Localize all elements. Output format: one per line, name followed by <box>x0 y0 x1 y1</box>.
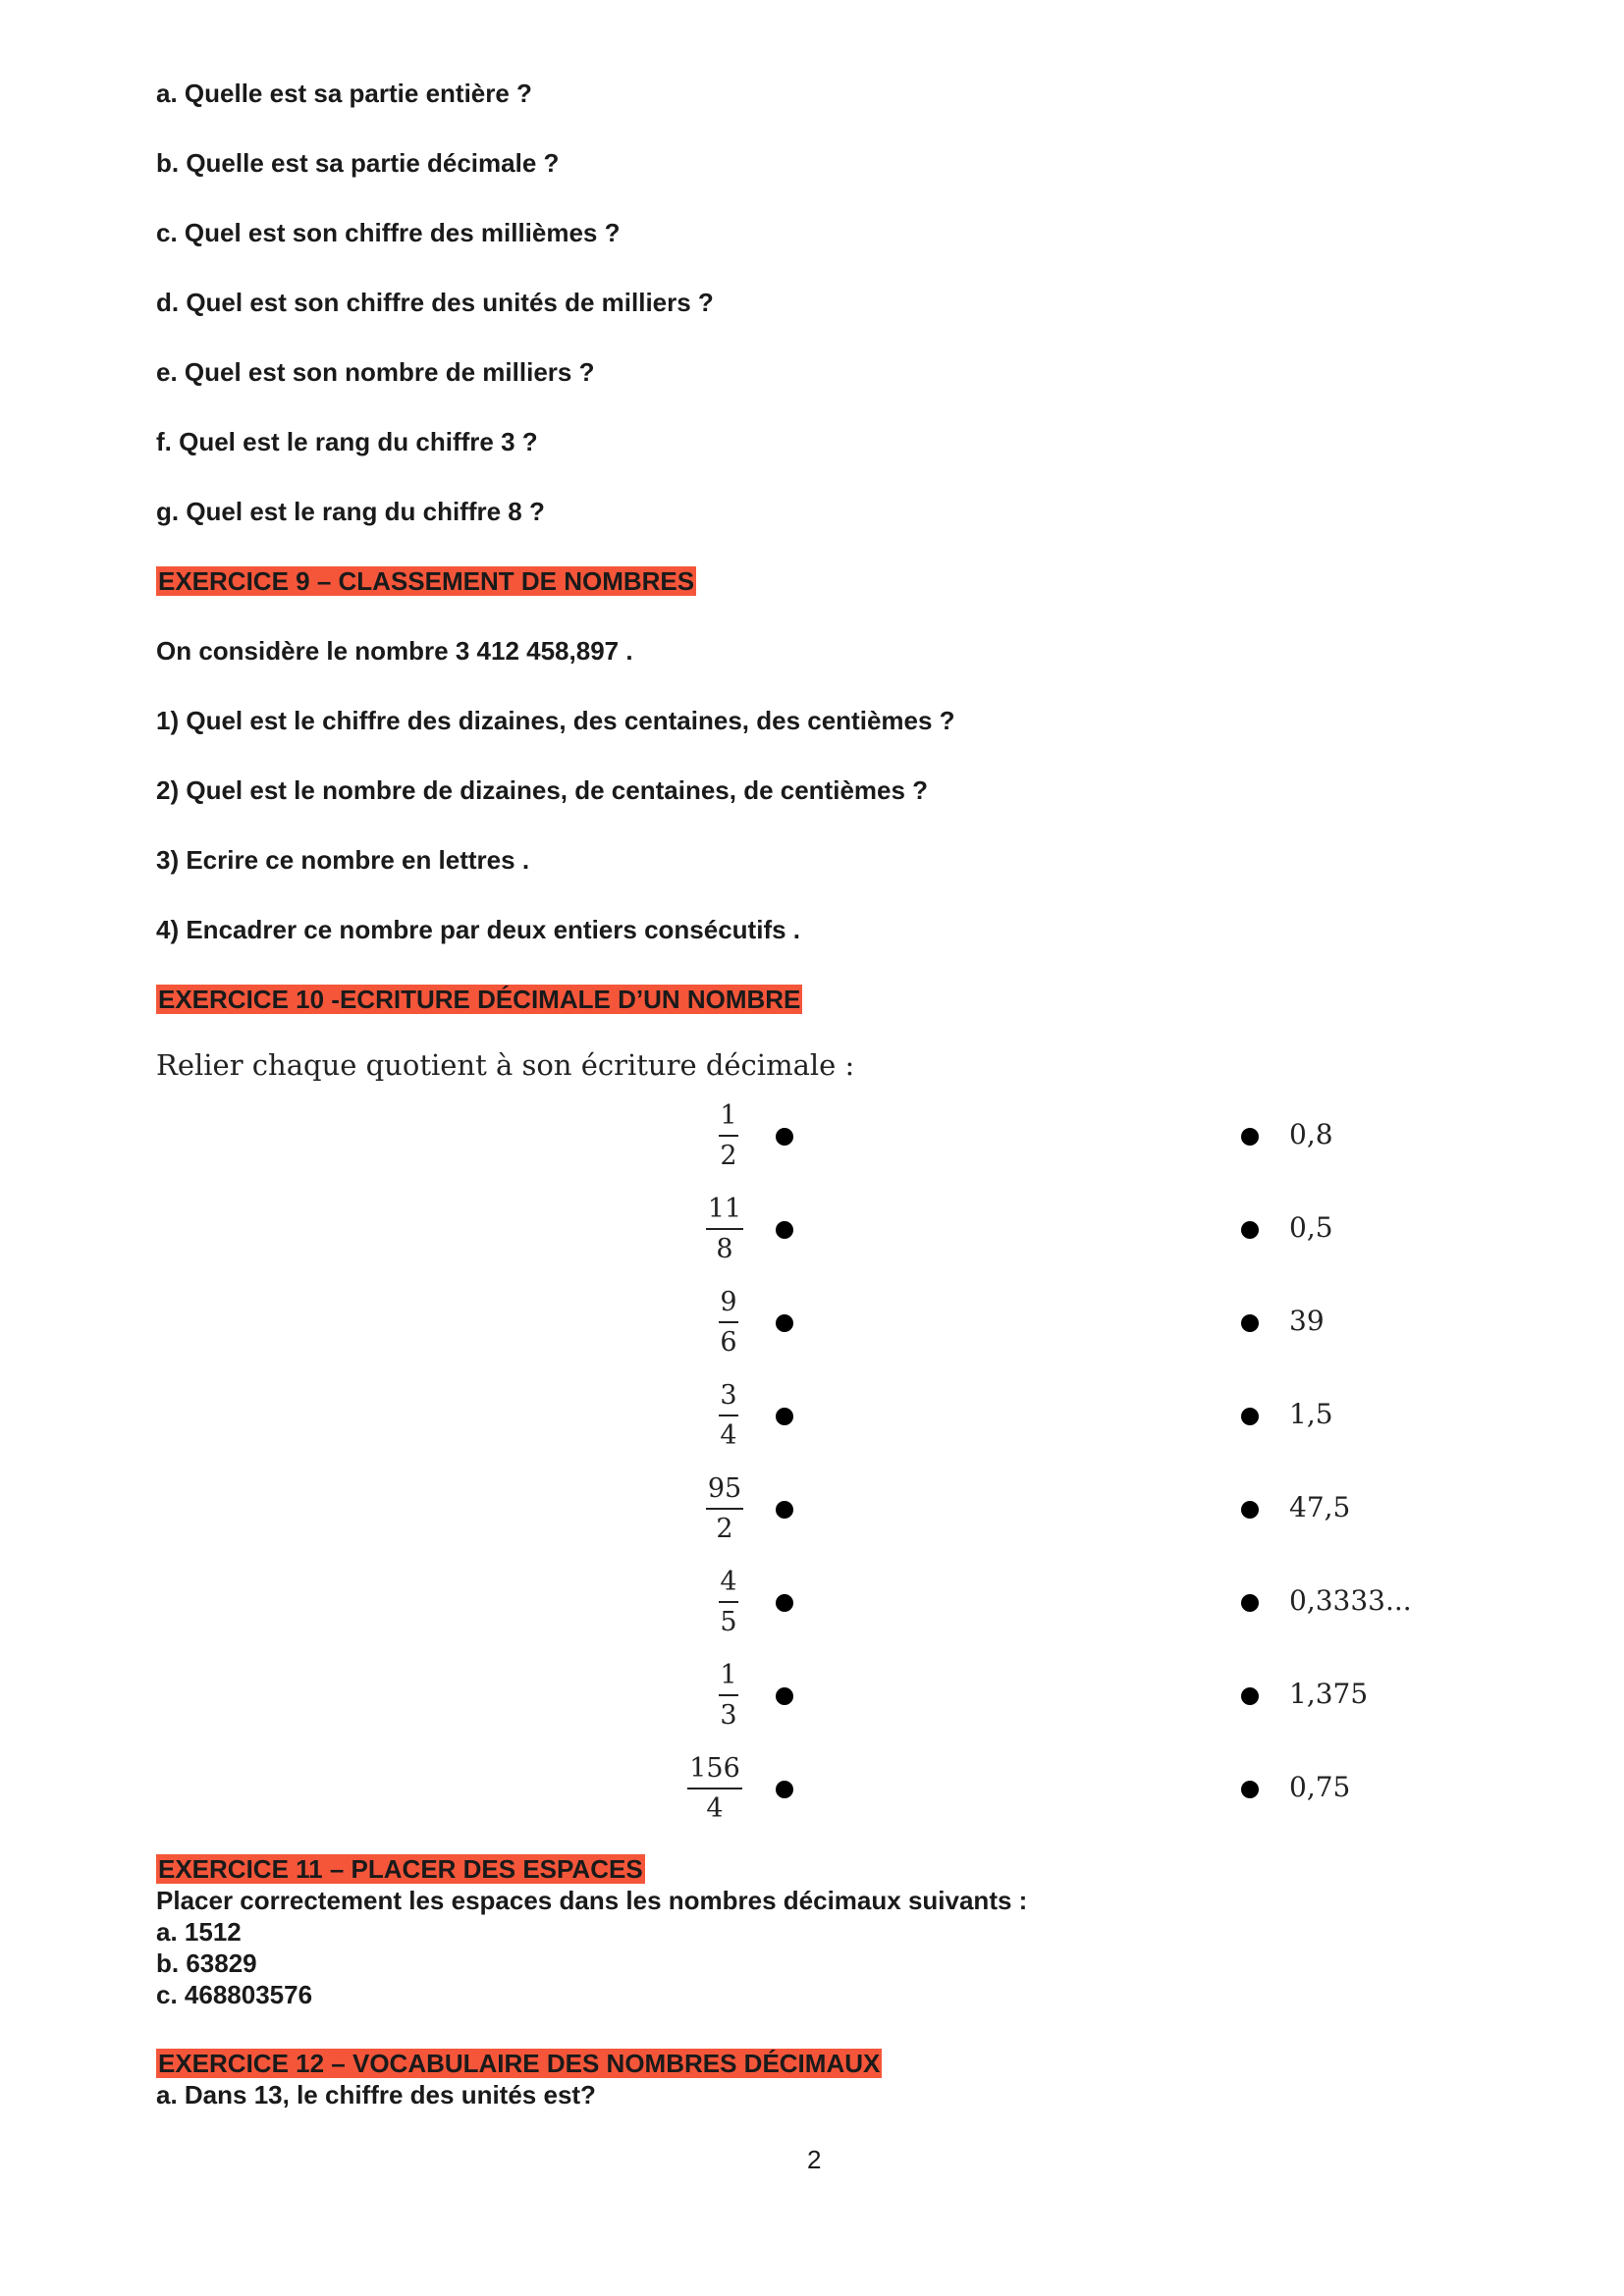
exercise-11-instruction: Placer correctement les espaces dans les nombres décimaux suivants : <box>156 1886 1028 1915</box>
decimal-5: 47,5 <box>1289 1491 1351 1523</box>
fraction-1 <box>684 1099 773 1173</box>
left-dot-8[interactable] <box>776 1781 793 1798</box>
decimal-8: 0,75 <box>1289 1771 1351 1803</box>
fraction-8-numerator: 156 <box>689 1753 740 1784</box>
exercise-9-item-2: 2) Quel est le nombre de dizaines, de centaines, de centièmes ? <box>156 775 929 805</box>
question-a: a. Quelle est sa partie entière ? <box>156 79 532 108</box>
fraction-bar <box>706 1508 743 1510</box>
right-dot-5[interactable] <box>1241 1501 1259 1519</box>
left-dot-2[interactable] <box>776 1221 793 1239</box>
exercise-10-heading <box>156 985 802 1015</box>
left-dot-3[interactable] <box>776 1314 793 1332</box>
page-number: 2 <box>807 2145 822 2174</box>
fraction-5-numerator: 95 <box>707 1473 742 1504</box>
fraction-4-numerator: 3 <box>720 1380 737 1411</box>
exercise-11-heading <box>156 1854 645 1885</box>
fraction-6-numerator: 4 <box>720 1567 737 1597</box>
fraction-bar <box>719 1135 738 1137</box>
right-dot-3[interactable] <box>1241 1314 1259 1332</box>
right-dot-6[interactable] <box>1241 1594 1259 1612</box>
fraction-1-denominator: 2 <box>720 1141 737 1171</box>
decimal-1: 0,8 <box>1289 1118 1333 1150</box>
right-dot-2[interactable] <box>1241 1221 1259 1239</box>
decimal-7: 1,375 <box>1289 1678 1369 1710</box>
fraction-7 <box>684 1659 773 1733</box>
fraction-1-numerator: 1 <box>720 1100 737 1131</box>
fraction-5-denominator: 2 <box>716 1514 733 1544</box>
exercise-9-item-4: 4) Encadrer ce nombre par deux entiers consécutifs . <box>156 915 801 944</box>
exercise-9-heading <box>156 566 696 597</box>
fraction-8-denominator: 4 <box>706 1793 724 1824</box>
decimal-2: 0,5 <box>1289 1211 1333 1244</box>
right-dot-4[interactable] <box>1241 1408 1259 1425</box>
exercise-11-item-c: c. 468803576 <box>156 1980 313 2009</box>
fraction-3-denominator: 6 <box>720 1327 737 1358</box>
left-dot-6[interactable] <box>776 1594 793 1612</box>
decimal-4: 1,5 <box>1289 1398 1333 1430</box>
fraction-bar <box>687 1788 742 1789</box>
fraction-7-denominator: 3 <box>720 1700 737 1731</box>
fraction-5 <box>680 1472 769 1546</box>
question-f: f. Quel est le rang du chiffre 3 ? <box>156 427 538 456</box>
question-c: c. Quel est son chiffre des millièmes ? <box>156 218 621 247</box>
exercise-11-item-a: a. 1512 <box>156 1917 242 1947</box>
left-dot-5[interactable] <box>776 1501 793 1519</box>
exercise-12-title: EXERCICE 12 – VOCABULAIRE DES NOMBRES DÉCIMAUX <box>158 2049 881 2078</box>
fraction-bar <box>719 1694 738 1696</box>
question-e: e. Quel est son nombre de milliers ? <box>156 357 595 387</box>
fraction-7-numerator: 1 <box>720 1660 737 1690</box>
question-d: d. Quel est son chiffre des unités de milliers ? <box>156 288 714 317</box>
exercise-9-intro: On considère le nombre 3 412 458,897 . <box>156 636 633 666</box>
right-dot-1[interactable] <box>1241 1128 1259 1146</box>
decimal-6: 0,3333... <box>1289 1584 1412 1617</box>
left-dot-4[interactable] <box>776 1408 793 1425</box>
exercise-11-title: EXERCICE 11 – PLACER DES ESPACES <box>158 1854 643 1884</box>
exercise-10-instruction: Relier chaque quotient à son écriture décimale : <box>156 1048 855 1082</box>
fraction-3 <box>684 1286 773 1360</box>
left-dot-1[interactable] <box>776 1128 793 1146</box>
fraction-bar <box>719 1601 738 1603</box>
question-b: b. Quelle est sa partie décimale ? <box>156 148 560 178</box>
fraction-4 <box>684 1379 773 1453</box>
exercise-10-title: EXERCICE 10 -ECRITURE DÉCIMALE D’UN NOMBRE <box>158 985 801 1014</box>
exercise-9-item-3: 3) Ecrire ce nombre en lettres . <box>156 845 530 875</box>
fraction-3-numerator: 9 <box>720 1287 737 1317</box>
exercise-12-item-a: a. Dans 13, le chiffre des unités est? <box>156 2080 596 2109</box>
left-dot-7[interactable] <box>776 1687 793 1705</box>
fraction-2 <box>680 1193 769 1266</box>
exercise-12-heading <box>156 2049 882 2079</box>
right-dot-8[interactable] <box>1241 1781 1259 1798</box>
fraction-bar <box>719 1321 738 1323</box>
fraction-6-denominator: 5 <box>720 1607 737 1637</box>
exercise-9-title: EXERCICE 9 – CLASSEMENT DE NOMBRES <box>158 566 695 596</box>
right-dot-7[interactable] <box>1241 1687 1259 1705</box>
question-g: g. Quel est le rang du chiffre 8 ? <box>156 497 545 526</box>
fraction-6 <box>684 1566 773 1639</box>
fraction-bar <box>706 1228 743 1230</box>
fraction-8 <box>671 1752 759 1826</box>
decimal-3: 39 <box>1289 1305 1325 1337</box>
exercise-9-item-1: 1) Quel est le chiffre des dizaines, des centaines, des centièmes ? <box>156 706 955 735</box>
fraction-2-numerator: 11 <box>707 1194 742 1224</box>
fraction-bar <box>719 1415 738 1416</box>
exercise-11-item-b: b. 63829 <box>156 1949 257 1978</box>
fraction-2-denominator: 8 <box>716 1234 733 1264</box>
fraction-4-denominator: 4 <box>720 1420 737 1451</box>
